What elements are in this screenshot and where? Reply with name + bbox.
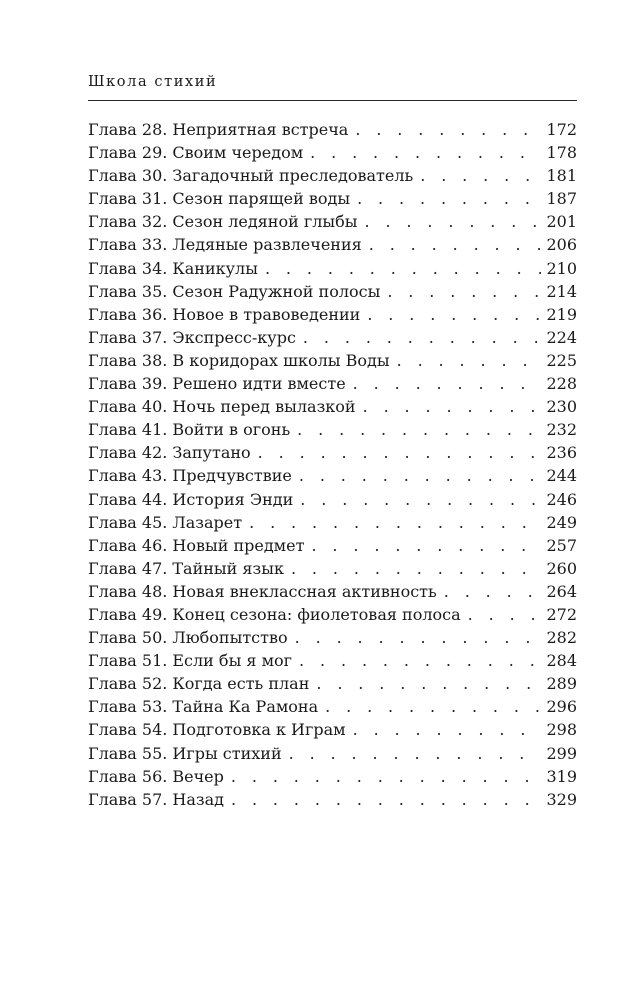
toc-chapter-number: Глава 45. [88, 512, 168, 532]
toc-entry[interactable] [88, 210, 577, 233]
toc-entry[interactable] [88, 488, 577, 511]
toc-entry[interactable] [88, 164, 577, 187]
toc-page-number: 296 [546, 697, 577, 717]
toc-page-number: 298 [546, 720, 577, 740]
toc-page-number: 299 [546, 743, 577, 763]
toc-chapter-title: Тайна Ка Рамона [172, 697, 319, 717]
toc-page-number: 257 [546, 535, 577, 555]
toc-entry[interactable] [88, 695, 577, 718]
toc-chapter-title: Тайный язык [172, 558, 284, 578]
toc-page-number: 232 [546, 420, 577, 440]
toc-dot-leader [420, 164, 541, 187]
toc-page-number: 219 [546, 304, 577, 324]
toc-chapter-number: Глава 35. [88, 281, 168, 301]
toc-dot-leader [291, 557, 542, 580]
toc-chapter-number: Глава 29. [88, 143, 168, 163]
toc-chapter-title: В коридорах школы Воды [172, 350, 390, 370]
toc-chapter-number: Глава 40. [88, 397, 168, 417]
toc-dot-leader [367, 303, 541, 326]
toc-entry[interactable] [88, 418, 577, 441]
toc-chapter-number: Глава 46. [88, 535, 168, 555]
toc-dot-leader [265, 257, 542, 280]
toc-dot-leader [353, 718, 542, 741]
toc-entry[interactable] [88, 649, 577, 672]
toc-page-number: 225 [546, 350, 577, 370]
toc-chapter-title: История Энди [172, 489, 294, 509]
toc-chapter-title: Загадочный преследователь [172, 166, 414, 186]
toc-page-number: 264 [546, 581, 577, 601]
toc-chapter-title: Сезон ледяной глыбы [172, 212, 358, 232]
toc-chapter-number: Глава 39. [88, 374, 168, 394]
toc-page-number: 181 [546, 166, 577, 186]
toc-chapter-title: Сезон Радужной полосы [172, 281, 381, 301]
toc-chapter-title: Решено идти вместе [172, 374, 346, 394]
toc-chapter-title: Лазарет [172, 512, 243, 532]
toc-dot-leader [355, 118, 541, 141]
toc-chapter-title: Любопытство [172, 628, 288, 648]
toc-entry[interactable] [88, 534, 577, 557]
toc-chapter-title: Когда есть план [172, 674, 310, 694]
toc-entry[interactable] [88, 464, 577, 487]
toc-entry[interactable] [88, 349, 577, 372]
toc-dot-leader [300, 488, 541, 511]
toc-dot-leader [468, 603, 542, 626]
toc-dot-leader [258, 441, 542, 464]
toc-chapter-title: Предчувствие [172, 466, 292, 486]
toc-chapter-number: Глава 51. [88, 651, 168, 671]
toc-page-number: 249 [546, 512, 577, 532]
toc-chapter-title: Ночь перед вылазкой [172, 397, 356, 417]
toc-chapter-number: Глава 48. [88, 581, 168, 601]
toc-chapter-title: Если бы я мог [172, 651, 293, 671]
toc-chapter-number: Глава 56. [88, 766, 168, 786]
toc-page-number: 289 [546, 674, 577, 694]
toc-entry[interactable] [88, 233, 577, 256]
toc-chapter-number: Глава 43. [88, 466, 168, 486]
toc-chapter-number: Глава 49. [88, 604, 168, 624]
toc-page-number: 210 [546, 258, 577, 278]
toc-chapter-title: Каникулы [172, 258, 258, 278]
toc-chapter-title: Войти в огонь [172, 420, 291, 440]
toc-chapter-number: Глава 52. [88, 674, 168, 694]
toc-dot-leader [295, 626, 542, 649]
toc-chapter-title: Новый предмет [172, 535, 305, 555]
table-of-contents [88, 118, 577, 811]
toc-chapter-number: Глава 38. [88, 350, 168, 370]
toc-page-number: 282 [546, 628, 577, 648]
toc-chapter-title: Новое в травоведении [172, 304, 361, 324]
toc-chapter-number: Глава 33. [88, 235, 168, 255]
toc-page-number: 178 [546, 143, 577, 163]
toc-chapter-number: Глава 28. [88, 120, 168, 139]
toc-chapter-title: Ледяные развлечения [172, 235, 362, 255]
toc-chapter-number: Глава 54. [88, 720, 168, 740]
toc-chapter-title: Игры стихий [172, 743, 282, 763]
toc-chapter-title: Неприятная встреча [172, 120, 349, 139]
toc-dot-leader [310, 141, 541, 164]
toc-page-number: 246 [546, 489, 577, 509]
toc-page-number: 187 [546, 189, 577, 209]
toc-entry[interactable] [88, 441, 577, 464]
toc-chapter-number: Глава 36. [88, 304, 168, 324]
toc-chapter-number: Глава 32. [88, 212, 168, 232]
toc-entry[interactable] [88, 303, 577, 326]
toc-chapter-number: Глава 42. [88, 443, 168, 463]
toc-entry[interactable] [88, 280, 577, 303]
toc-chapter-number: Глава 30. [88, 166, 168, 186]
toc-dot-leader [289, 742, 542, 765]
toc-dot-leader [444, 580, 542, 603]
toc-chapter-number: Глава 44. [88, 489, 168, 509]
toc-entry[interactable] [88, 626, 577, 649]
toc-dot-leader [353, 372, 542, 395]
toc-dot-leader [369, 233, 542, 256]
toc-dot-leader [357, 187, 541, 210]
toc-entry[interactable] [88, 718, 577, 741]
toc-chapter-title: Вечер [172, 766, 224, 786]
toc-entry[interactable] [88, 788, 577, 811]
toc-dot-leader [231, 788, 541, 811]
toc-chapter-number: Глава 57. [88, 789, 168, 809]
toc-entry[interactable] [88, 580, 577, 603]
toc-entry[interactable] [88, 118, 577, 141]
toc-dot-leader [297, 418, 541, 441]
running-head-title: Школа стихий [88, 74, 218, 90]
toc-chapter-title: Сезон парящей воды [172, 189, 351, 209]
toc-page-number: 236 [546, 443, 577, 463]
toc-dot-leader [299, 649, 541, 672]
toc-chapter-number: Глава 41. [88, 420, 168, 440]
toc-dot-leader [311, 534, 541, 557]
toc-chapter-title: Своим чередом [172, 143, 304, 163]
toc-page-number: 244 [546, 466, 577, 486]
toc-chapter-title: Назад [172, 789, 224, 809]
toc-entry[interactable] [88, 141, 577, 164]
toc-page-number: 228 [546, 374, 577, 394]
toc-entry[interactable] [88, 603, 577, 626]
toc-page-number: 230 [546, 397, 577, 417]
toc-entry[interactable] [88, 672, 577, 695]
toc-page-number: 201 [546, 212, 577, 232]
toc-chapter-number: Глава 47. [88, 558, 168, 578]
toc-entry[interactable] [88, 557, 577, 580]
toc-page-number: 272 [546, 604, 577, 624]
toc-page-number: 224 [546, 327, 577, 347]
toc-dot-leader [249, 511, 541, 534]
toc-dot-leader [316, 672, 541, 695]
toc-page-number: 319 [546, 766, 577, 786]
toc-chapter-number: Глава 53. [88, 697, 168, 717]
toc-dot-leader [231, 765, 542, 788]
header-rule [88, 100, 577, 101]
toc-entry[interactable] [88, 372, 577, 395]
toc-page-number: 214 [546, 281, 577, 301]
toc-entry[interactable] [88, 742, 577, 765]
toc-chapter-title: Новая внеклассная активность [172, 581, 437, 601]
toc-dot-leader [325, 695, 541, 718]
toc-entry[interactable] [88, 395, 577, 418]
toc-dot-leader [303, 326, 542, 349]
toc-chapter-number: Глава 55. [88, 743, 168, 763]
toc-entry[interactable] [88, 187, 577, 210]
toc-page-number: 329 [546, 789, 577, 809]
toc-dot-leader [299, 464, 542, 487]
toc-chapter-number: Глава 50. [88, 628, 168, 648]
toc-chapter-title: Экспресс-курс [172, 327, 296, 347]
toc-page-number: 172 [546, 120, 577, 139]
toc-entry[interactable] [88, 326, 577, 349]
toc-page-number: 260 [546, 558, 577, 578]
toc-chapter-title: Конец сезона: фиолетовая полоса [172, 604, 461, 624]
toc-chapter-title: Подготовка к Играм [172, 720, 346, 740]
toc-chapter-title: Запутано [172, 443, 251, 463]
toc-dot-leader [364, 210, 541, 233]
toc-page-number: 206 [546, 235, 577, 255]
toc-chapter-number: Глава 31. [88, 189, 168, 209]
toc-page-number: 284 [546, 651, 577, 671]
toc-dot-leader [363, 395, 542, 418]
toc-entry[interactable] [88, 511, 577, 534]
toc-entry[interactable] [88, 765, 577, 788]
toc-dot-leader [397, 349, 542, 372]
toc-chapter-number: Глава 37. [88, 327, 168, 347]
toc-entry[interactable] [88, 257, 577, 280]
toc-dot-leader [387, 280, 541, 303]
toc-chapter-number: Глава 34. [88, 258, 168, 278]
